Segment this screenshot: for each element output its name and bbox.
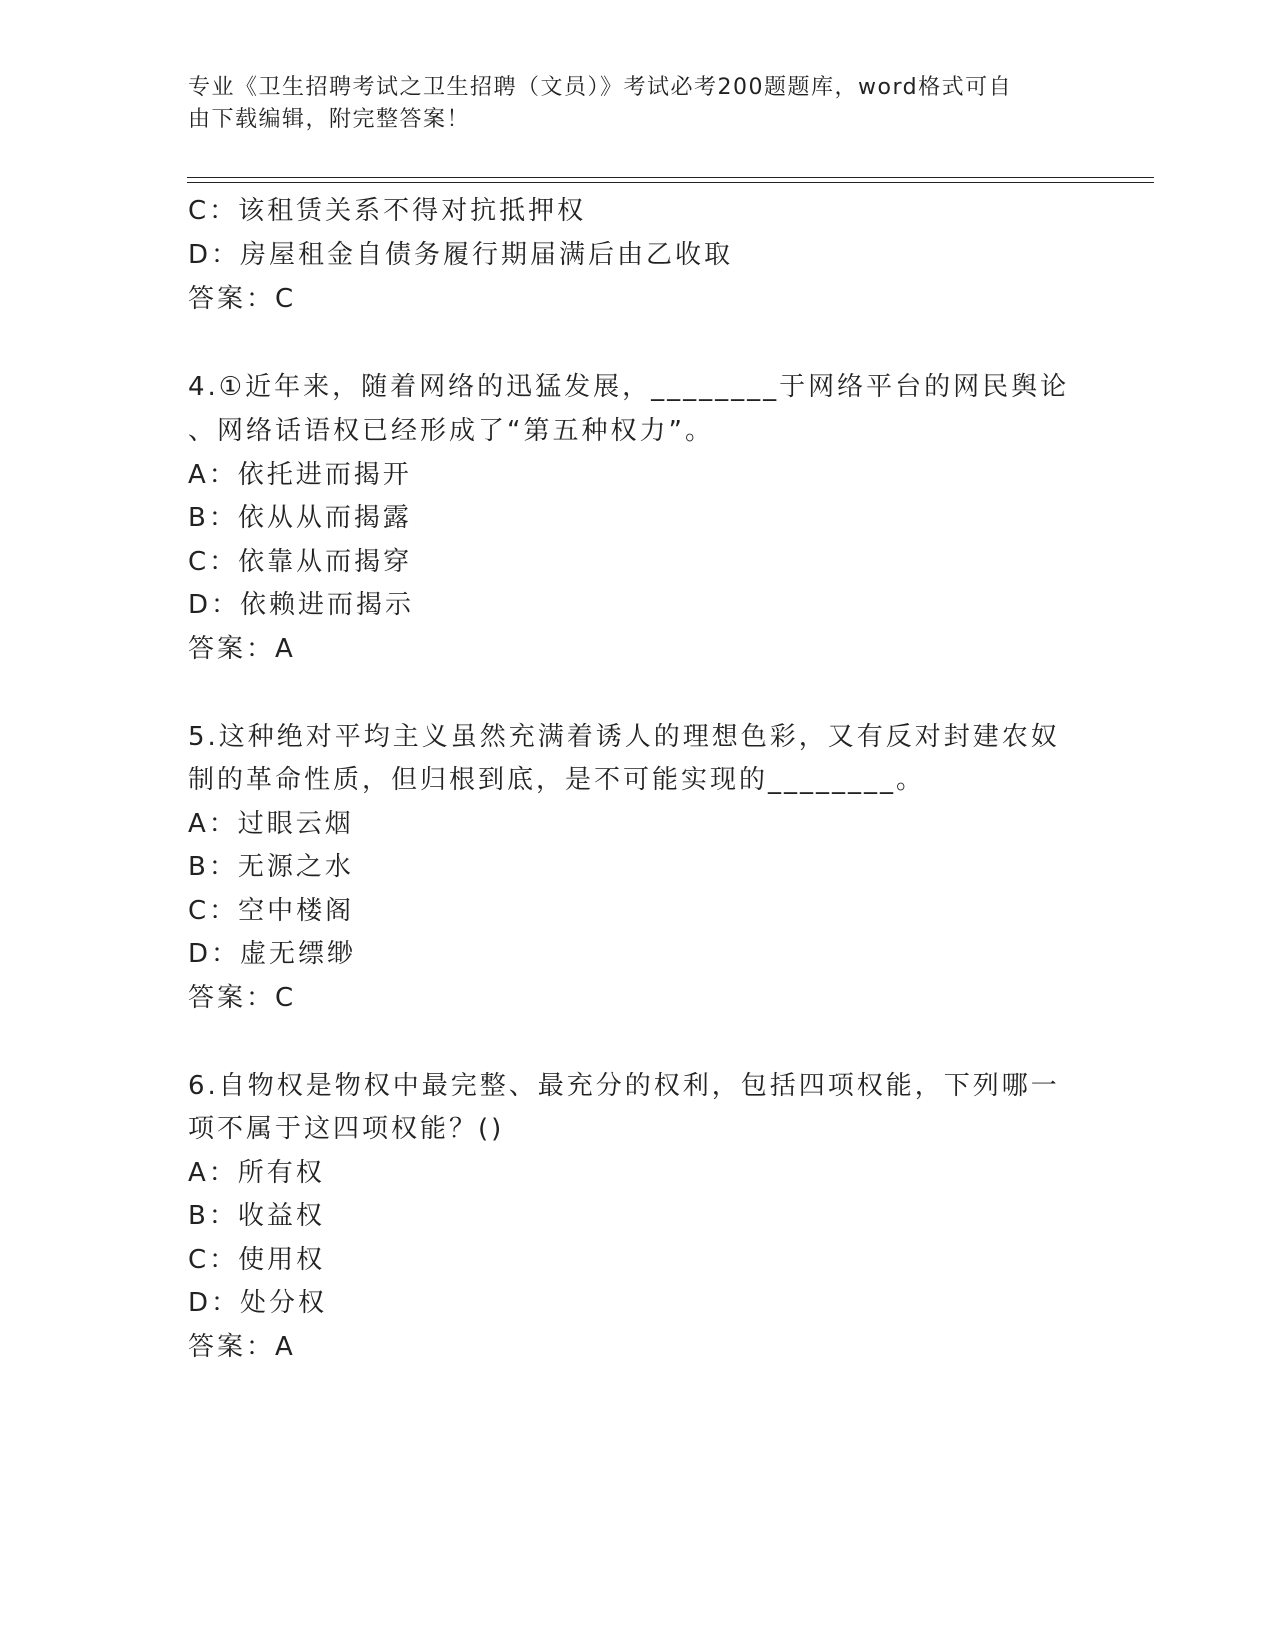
q4-option-a: A：依托进而揭开 <box>188 460 412 490</box>
header-line-2: 由下载编辑，附完整答案！ <box>188 107 471 132</box>
q4-option-b: B：依从从而揭露 <box>188 503 412 533</box>
q6-option-a: A：所有权 <box>188 1158 325 1188</box>
q5-answer: 答案：C <box>188 983 297 1013</box>
q3-answer: 答案：C <box>188 284 297 314</box>
q6-option-d: D：处分权 <box>188 1288 328 1318</box>
q4-answer: 答案：A <box>188 634 296 664</box>
header-line-1: 专业《卫生招聘考试之卫生招聘（文员）》考试必考200题题库，word格式可自 <box>188 75 1013 100</box>
q6-option-b: B：收益权 <box>188 1201 325 1231</box>
header-divider-top <box>187 177 1154 178</box>
q4-stem-line-1: 4.①近年来，随着网络的迅猛发展，________于网络平台的网民舆论 <box>188 372 1070 402</box>
q6-answer: 答案：A <box>188 1332 296 1362</box>
q6-option-c: C：使用权 <box>188 1245 326 1275</box>
q5-option-a: A：过眼云烟 <box>188 809 354 839</box>
document-header <box>188 72 1088 136</box>
q4-option-d: D：依赖进而揭示 <box>188 590 415 620</box>
q5-stem-line-2: 制的革命性质，但归根到底，是不可能实现的________。 <box>188 765 926 795</box>
q5-option-c: C：空中楼阁 <box>188 896 355 926</box>
header-divider-bottom <box>187 182 1154 183</box>
q4-option-c: C：依靠从而揭穿 <box>188 547 413 577</box>
q5-stem-line-1: 5.这种绝对平均主义虽然充满着诱人的理想色彩，又有反对封建农奴 <box>188 722 1060 752</box>
q3-option-c: C：该租赁关系不得对抗抵押权 <box>188 196 587 226</box>
q5-option-d: D：虚无缥缈 <box>188 939 357 969</box>
q4-stem-line-2: 、网络话语权已经形成了“第五种权力”。 <box>188 416 714 446</box>
q6-stem-line-1: 6.自物权是物权中最完整、最充分的权利，包括四项权能，下列哪一 <box>188 1071 1060 1101</box>
q5-option-b: B：无源之水 <box>188 852 354 882</box>
q6-stem-line-2: 项不属于这四项权能？() <box>188 1114 505 1144</box>
q3-option-d: D：房屋租金自债务履行期届满后由乙收取 <box>188 240 734 270</box>
